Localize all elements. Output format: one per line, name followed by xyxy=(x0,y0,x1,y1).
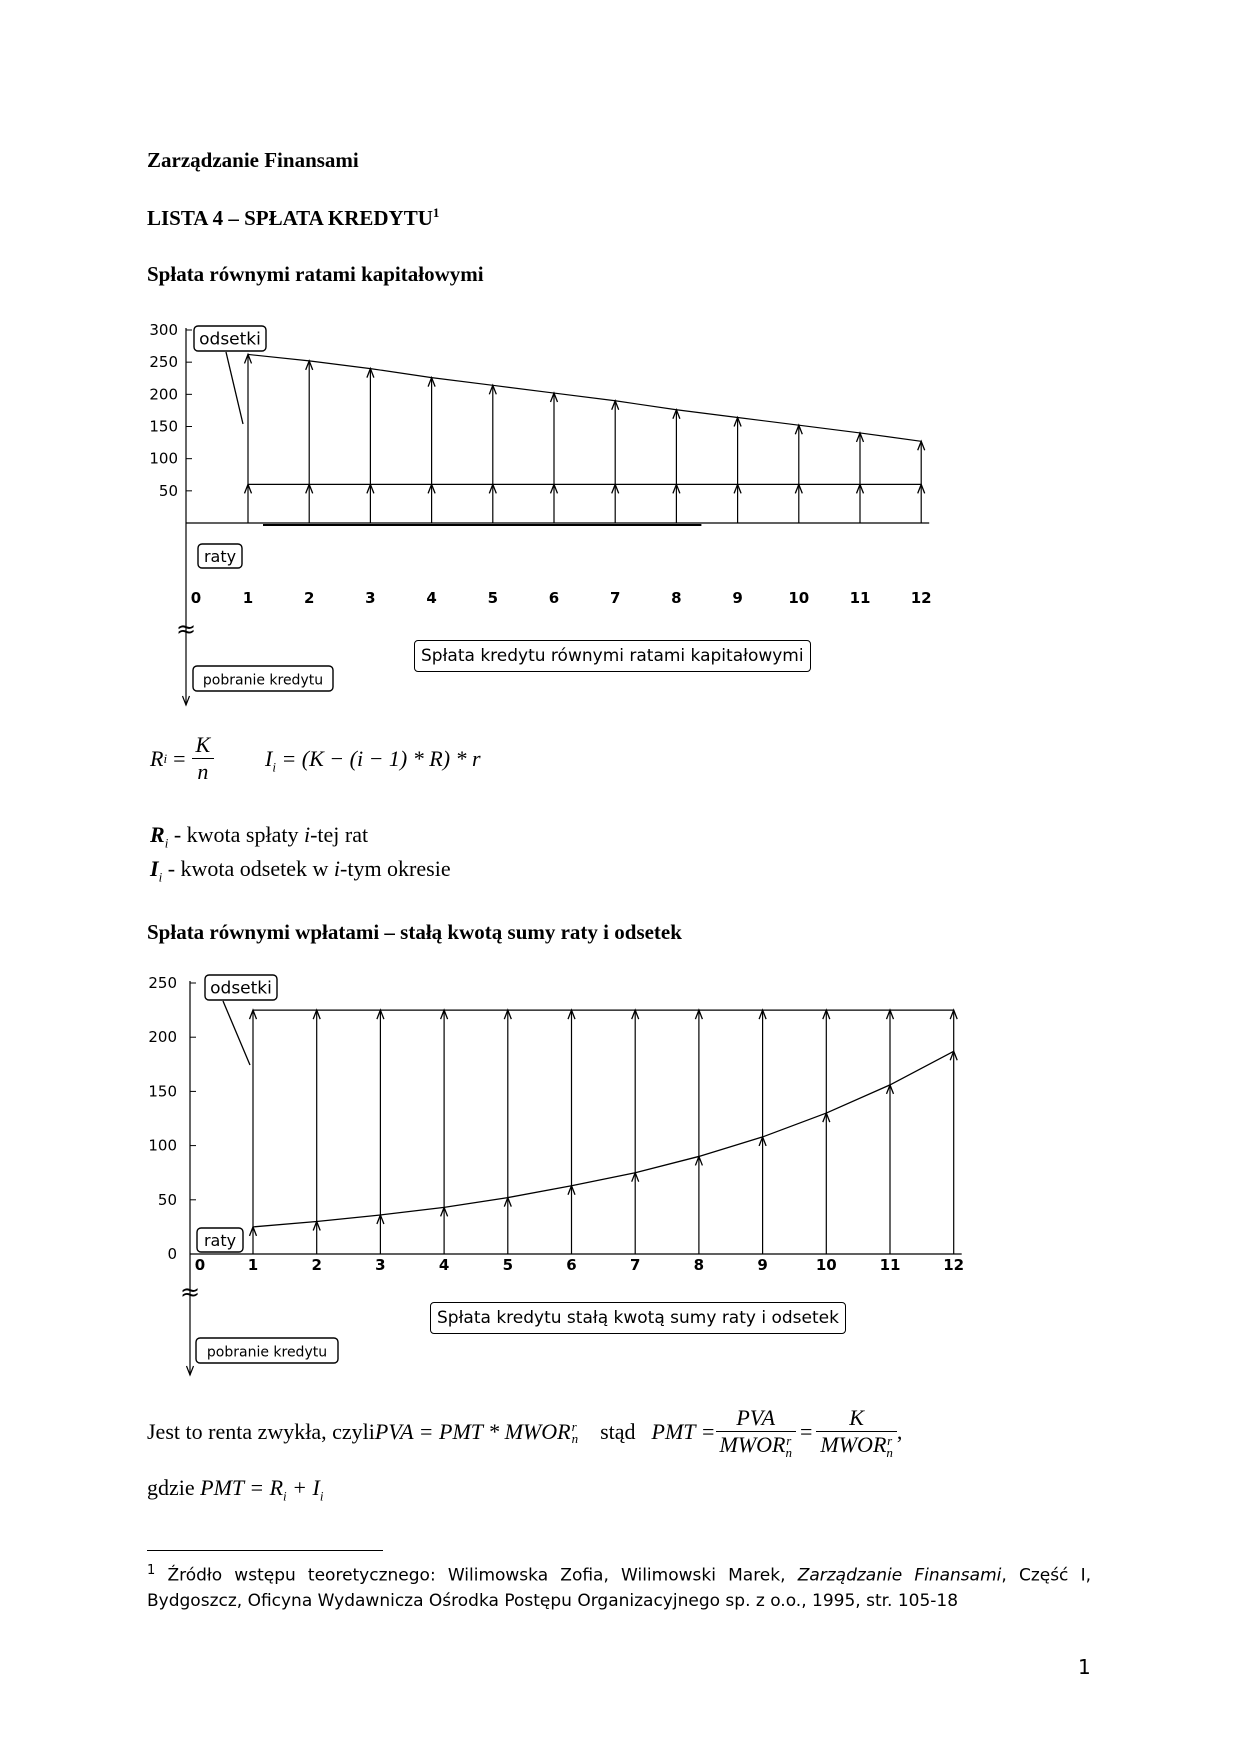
gdzie-text: gdzie xyxy=(147,1475,201,1500)
gdzie-line xyxy=(147,1475,323,1504)
chart-1-y-tick-label: 50 xyxy=(158,481,178,500)
formula-R-lhs: R xyxy=(150,745,164,771)
chart-1-x-tick-label: 4 xyxy=(426,589,437,607)
chart-1-x-tick-label: 3 xyxy=(365,589,376,607)
pmt-frac-1 xyxy=(716,1405,796,1459)
chart-2-odsetki-label: odsetki xyxy=(210,978,272,999)
legend-R xyxy=(150,822,368,851)
pmt-frac-1-num: PVA xyxy=(736,1405,776,1430)
formula-R-lhs-sub: i xyxy=(163,750,168,766)
legend-I-post: -tym okresie xyxy=(340,856,451,881)
pmt-frac-1-den: MWOR r n xyxy=(716,1431,796,1459)
formula-I-sub: i xyxy=(272,759,276,775)
legend-R-symbol: R xyxy=(150,822,165,847)
rent-text-2: stąd xyxy=(600,1418,636,1444)
chart-2-loan-label: pobranie kredytu xyxy=(206,1344,328,1361)
formula-R-frac xyxy=(192,732,215,785)
formula-I-rhs: = (K − (i − 1) * R) * r xyxy=(281,746,481,771)
chart-1-y-tick-label: 250 xyxy=(149,353,178,372)
formula-I-lhs: I xyxy=(265,746,273,771)
formula-R-eq: = xyxy=(173,745,186,771)
formula-R-num: K xyxy=(195,732,211,757)
legend-I-sub: i xyxy=(158,869,163,885)
rent-formula-line xyxy=(147,1405,902,1459)
pmt-lhs: PMT = xyxy=(651,1418,716,1444)
page-number: 1 xyxy=(1078,1655,1091,1679)
formula-R-den: n xyxy=(192,758,215,785)
chart-1-x-tick-label: 9 xyxy=(732,589,743,607)
chart-1-x-tick-label: 12 xyxy=(910,589,932,607)
chart-2-x-tick-label: 8 xyxy=(693,1256,705,1274)
chart-2-title: Spłata kredytu stałą kwotą sumy raty i odsetek xyxy=(430,1302,846,1334)
chart-1-x-tick-label: 2 xyxy=(303,589,315,607)
chart-2-x-tick-label: 9 xyxy=(757,1256,768,1274)
formula-I xyxy=(265,746,481,775)
legend-R-pre: - kwota spłaty xyxy=(168,822,304,847)
pmt-frac-2-den: MWOR r n xyxy=(816,1431,896,1459)
chart-1-y-tick-label: 150 xyxy=(149,417,178,436)
chart-1-x-origin-label: 0 xyxy=(190,589,202,607)
list-title-text: LISTA 4 – SPŁATA KREDYTU xyxy=(147,206,433,230)
chart-1-odsetki-label-pointer xyxy=(226,352,243,424)
legend-I xyxy=(150,856,451,885)
chart-2-x-tick-label: 6 xyxy=(566,1256,577,1274)
chart-2-y-tick-label: 0 xyxy=(167,1245,177,1263)
footnote xyxy=(147,1558,1091,1614)
chart-2-x-tick-label: 7 xyxy=(629,1256,641,1274)
chart-1-odsetki-label: odsetki xyxy=(199,329,261,350)
footnote-text-before: Źródło wstępu teoretycznego: Wilimowska Zofia, Wilimowski Marek, xyxy=(155,1565,798,1586)
chart-2-x-origin-label: 0 xyxy=(194,1256,206,1274)
chart-1-y-tick-label: 200 xyxy=(149,385,178,404)
pmt-frac-2-num: K xyxy=(849,1405,864,1430)
chart-2-y-tick-label: 200 xyxy=(148,1028,177,1047)
chart-1-y-tick-label: 300 xyxy=(149,321,178,339)
chart-1-x-tick-label: 11 xyxy=(849,589,871,607)
legend-R-it: i xyxy=(303,822,311,847)
chart-1-x-tick-label: 10 xyxy=(788,589,810,607)
chart-1-x-tick-label: 6 xyxy=(548,589,560,607)
footnote-rule xyxy=(147,1550,383,1551)
section1-title: Spłata równymi ratami kapitałowymi xyxy=(147,262,484,286)
chart-2-x-tick-label: 1 xyxy=(247,1256,259,1274)
list-title xyxy=(147,205,439,231)
chart-1-odsetki-line xyxy=(248,354,921,441)
chart-1-loan-label: pobranie kredytu xyxy=(202,672,324,689)
rent-text-1: Jest to renta zwykła, czyli xyxy=(147,1418,375,1444)
chart-2-y-tick-label: 50 xyxy=(157,1190,177,1209)
footnote-italic: Zarządzanie Finansami xyxy=(797,1565,1002,1586)
chart-2-raty-curve xyxy=(253,1051,954,1227)
chart-2-x-tick-label: 4 xyxy=(438,1256,450,1274)
chart-1-raty-label: raty xyxy=(203,547,237,566)
chart-1-break-symbol: ≈ xyxy=(175,615,197,643)
legend-R-post: -tej rat xyxy=(310,822,369,847)
chart-1-x-tick-label: 1 xyxy=(242,589,254,607)
section2-title: Spłata równymi wpłatami – stałą kwotą sumy raty i odsetek xyxy=(147,920,682,944)
chart-2-y-tick-label: 150 xyxy=(148,1082,177,1101)
formula-R xyxy=(150,732,214,785)
pmt-frac-2 xyxy=(816,1405,896,1459)
chart-2-marks xyxy=(250,1010,958,1254)
chart-1-marks xyxy=(245,354,925,525)
legend-I-symbol: I xyxy=(150,856,159,881)
chart-1-x-tick-label: 5 xyxy=(487,589,499,607)
chart-1-labels xyxy=(149,321,931,691)
course-title: Zarządzanie Finansami xyxy=(147,148,359,172)
pmt-comma: , xyxy=(896,1418,903,1444)
chart-2-odsetki-label-pointer xyxy=(223,1001,250,1065)
chart-2-x-tick-label: 3 xyxy=(375,1256,386,1274)
chart-1-y-tick-label: 100 xyxy=(149,449,178,468)
footnote-text-after: , Część I, Bydgoszcz, Oficyna Wydawnicza Ośrodka Postępu Organizacyjnego sp. z o.o., 1995, str. 105-18 xyxy=(147,1565,1091,1611)
chart-2-x-tick-label: 12 xyxy=(943,1256,965,1274)
chart-2-x-tick-label: 11 xyxy=(879,1256,901,1274)
pmt-def: PMT = $R_i + I_i$ xyxy=(200,1475,324,1504)
chart-2-break-symbol: ≈ xyxy=(179,1278,201,1306)
pmt-eq2: = xyxy=(799,1418,813,1444)
chart-2-raty-label: raty xyxy=(203,1231,237,1250)
chart-1-x-tick-label: 7 xyxy=(609,589,621,607)
legend-I-it: i xyxy=(333,856,340,881)
chart-1-x-tick-label: 8 xyxy=(671,589,682,607)
legend-R-sub: i xyxy=(164,835,169,851)
chart-2-y-tick-label: 250 xyxy=(148,974,177,992)
legend-I-pre: - kwota odsetek w xyxy=(162,856,334,881)
chart-2-x-tick-label: 10 xyxy=(815,1256,837,1274)
chart-2-x-tick-label: 5 xyxy=(502,1256,514,1274)
footnote-ref: 1 xyxy=(432,205,440,220)
footnote-mark: 1 xyxy=(147,1563,156,1578)
chart-2-x-tick-label: 2 xyxy=(311,1256,322,1274)
chart-2-y-tick-label: 100 xyxy=(148,1136,177,1155)
chart-1-title: Spłata kredytu równymi ratami kapitałowymi xyxy=(414,640,811,672)
rent-formula: PVA = PMT * MWOR r n xyxy=(374,1418,579,1447)
